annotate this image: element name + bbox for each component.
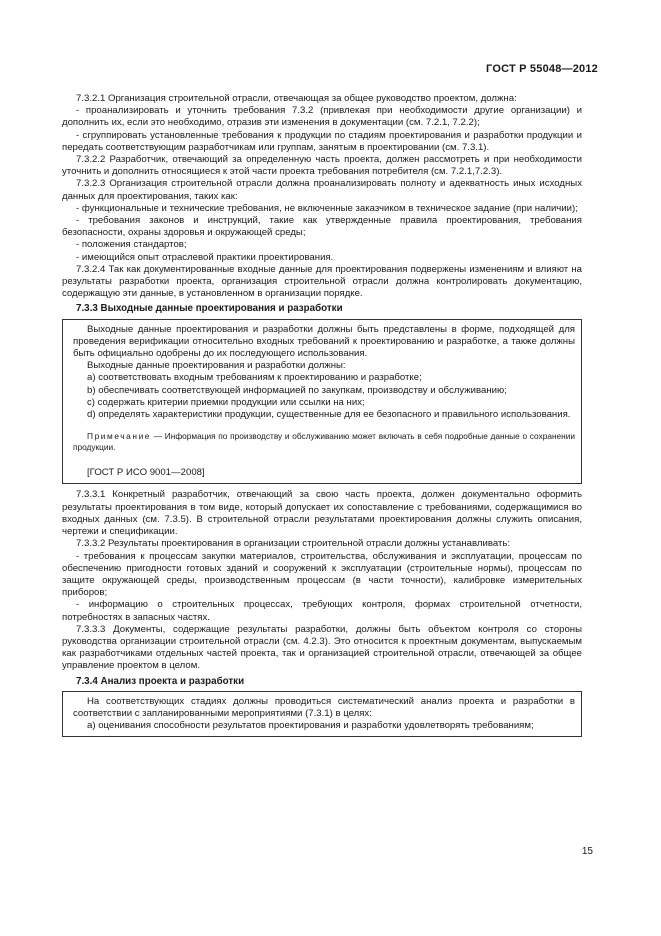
paragraph: - требования к процессам закупки материалов, строительства, обслуживания и эксплуатации, процессам по обеспечению пригодности готовых зданий и сооружений к эксплуатации (строительные нормы), процессам по защите окружающей среды, производственным процессам (в части точности), калибровке измерительных приборов; [62, 550, 582, 599]
quoted-standard-frame [62, 319, 582, 485]
paragraph: 7.3.3.2 Результаты проектирования в организации строительной отрасли должны устанавливать: [76, 538, 511, 550]
quoted-standard-frame [62, 691, 582, 738]
paragraph: - сгруппировать установленные требования к продукции по стадиям проектирования и разработки продукции и передать соответствующим разработчикам или группам, занятым в проектировании (см. 7.3.1). [62, 129, 582, 153]
paragraph: а) соответствовать входным требованиям к проектированию и разработке; [87, 372, 422, 384]
reference: [ГОСТ Р ИСО 9001—2008] [87, 467, 205, 479]
note-label: Примечание [87, 431, 152, 442]
paragraph: 7.3.2.4 Так как документированные входные данные для проектирования подвержены изменениям и влияют на результаты разработки проекта, организация строительной отрасли должна контролировать документацию, содержащую эти данные, в установленном в организации порядке. [62, 263, 582, 300]
document-header: ГОСТ Р 55048—2012 [486, 63, 598, 75]
paragraph: b) обеспечивать соответствующей информацией по закупкам, производству и обслуживанию; [87, 384, 507, 396]
paragraph: 7.3.3.1 Конкретный разработчик, отвечающий за свою часть проекта, должен документально оформить результаты проектирования в том виде, который допускает их сопоставление с требованиями, содержащимися во входных данных (см. 7.3.5). В строительной отрасли результатами проектирования должны служить описания, чертежи и спецификации. [62, 489, 582, 538]
paragraph: Выходные данные проектирования и разработки должны: [87, 360, 346, 372]
paragraph: а) оценивания способности результатов проектирования и разработки удовлетворять требованиям; [87, 720, 534, 732]
page-number: 15 [581, 846, 593, 857]
paragraph: Выходные данные проектирования и разработки должны быть представлены в форме, подходящей для проведения верификации относительно входных требований к проектированию и разработке, а также должны быть официально одобрены до их последующего использования. [73, 323, 575, 360]
paragraph: На соответствующих стадиях должны проводиться систематический анализ проекта и разработки в соответствии с запланированными мероприятиями (7.3.1) в целях: [73, 695, 575, 719]
paragraph: 7.3.3.3 Документы, содержащие результаты разработки, должны быть объектом контроля со стороны руководства организации строительной отрасли (см. 4.2.3). Это относится к проектным документам, выпускаемым как разработчиками отдельных частей проекта, так и организацией строительной отрасли, отвечающей за общее управление проектом в целом. [62, 623, 582, 672]
document-body [62, 93, 582, 742]
paragraph: с) содержать критерии приемки продукции или ссылки на них; [87, 396, 365, 408]
paragraph: - имеющийся опыт отраслевой практики проектирования. [76, 251, 334, 263]
paragraph: 7.3.2.3 Организация строительной отрасли должна проанализировать полноту и адекватность иных исходных данных для проектирования, таких как: [62, 178, 582, 202]
paragraph: - проанализировать и уточнить требования 7.3.2 (привлекая при необходимости другие организации) и дополнить их, если это необходимо, отразив эти изменения в документации (см. 7.2.1, 7.2.2); [62, 105, 582, 129]
paragraph: 7.3.2.2 Разработчик, отвечающий за определенную часть проекта, должен рассмотреть и при необходимости уточнить и дополнить относящиеся к этой части проекта требования потребителя (см. 7.2.1,7.2.3). [62, 154, 582, 178]
note [73, 431, 575, 453]
paragraph: - положения стандартов; [76, 239, 187, 251]
paragraph: d) определять характеристики продукции, существенные для ее безопасного и правильного использования. [87, 409, 571, 421]
paragraph: - информацию о строительных процессах, требующих контроля, формах строительной отчетности, потребностях в запасных частях. [62, 599, 582, 623]
section-heading: 7.3.4 Анализ проекта и разработки [76, 675, 245, 687]
paragraph: - требования законов и инструкций, такие как утвержденные правила проектирования, требования безопасности, охраны здоровья и окружающей среды; [62, 215, 582, 239]
paragraph: 7.3.2.1 Организация строительной отрасли, отвечающая за общее руководство проектом, должна: [76, 93, 517, 104]
note-text: — Информация по производству и обслуживанию может включать в себя подробные данные о сохранении продукции. [73, 431, 575, 453]
paragraph: - функциональные и технические требования, не включенные заказчиком в техническое задание (при наличии); [76, 202, 578, 214]
section-heading: 7.3.3 Выходные данные проектирования и разработки [76, 303, 343, 315]
